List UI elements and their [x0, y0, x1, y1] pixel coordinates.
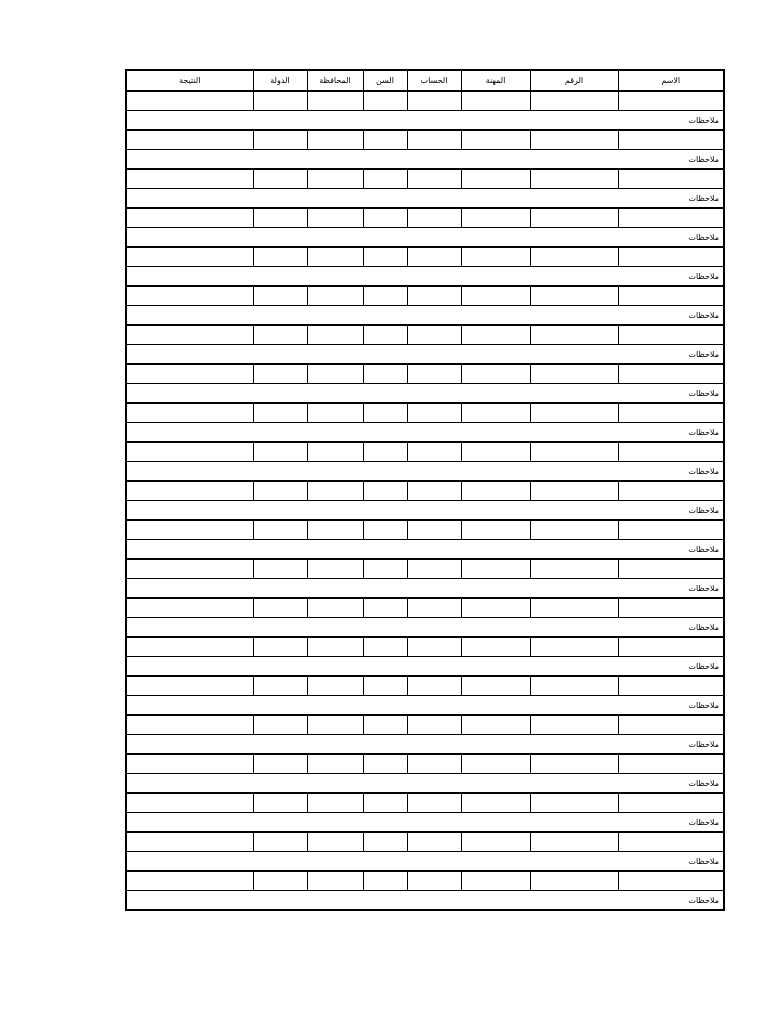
cell-account[interactable] — [407, 325, 461, 345]
cell-country[interactable] — [253, 637, 307, 657]
notes-row — [126, 813, 724, 833]
header-account: الحساب — [407, 70, 461, 91]
notes-label: ملاحظات — [688, 700, 719, 710]
notes-row — [126, 579, 724, 599]
cell-result[interactable] — [126, 247, 253, 267]
cell-age[interactable] — [363, 832, 407, 852]
record-row — [126, 637, 724, 657]
notes-label: ملاحظات — [688, 856, 719, 866]
cell-result[interactable] — [126, 208, 253, 228]
header-name: الاسم — [618, 70, 724, 91]
cell-name[interactable] — [618, 598, 724, 618]
cell-number[interactable] — [530, 91, 618, 111]
cell-country[interactable] — [253, 481, 307, 501]
notes-cell[interactable] — [126, 189, 724, 209]
record-row — [126, 559, 724, 579]
cell-profession[interactable] — [461, 598, 530, 618]
cell-age[interactable] — [363, 325, 407, 345]
cell-account[interactable] — [407, 754, 461, 774]
cell-name[interactable] — [618, 520, 724, 540]
cell-account[interactable] — [407, 91, 461, 111]
cell-profession[interactable] — [461, 637, 530, 657]
cell-number[interactable] — [530, 247, 618, 267]
cell-governorate[interactable] — [307, 403, 363, 423]
cell-profession[interactable] — [461, 520, 530, 540]
cell-name[interactable] — [618, 442, 724, 462]
cell-result[interactable] — [126, 754, 253, 774]
notes-label: ملاحظات — [688, 817, 719, 827]
cell-result[interactable] — [126, 520, 253, 540]
notes-cell[interactable] — [126, 540, 724, 560]
notes-label: ملاحظات — [688, 310, 719, 320]
cell-account[interactable] — [407, 871, 461, 891]
cell-account[interactable] — [407, 364, 461, 384]
notes-label: ملاحظات — [688, 427, 719, 437]
cell-country[interactable] — [253, 130, 307, 150]
records-table — [125, 69, 725, 911]
cell-age[interactable] — [363, 871, 407, 891]
cell-result[interactable] — [126, 559, 253, 579]
notes-cell[interactable] — [126, 813, 724, 833]
cell-result[interactable] — [126, 832, 253, 852]
cell-account[interactable] — [407, 247, 461, 267]
cell-profession[interactable] — [461, 403, 530, 423]
header-number: الرقم — [530, 70, 618, 91]
notes-label: ملاحظات — [688, 544, 719, 554]
notes-cell[interactable] — [126, 228, 724, 248]
cell-governorate[interactable] — [307, 364, 363, 384]
notes-row — [126, 657, 724, 677]
notes-row — [126, 618, 724, 638]
cell-number[interactable] — [530, 871, 618, 891]
cell-result[interactable] — [126, 91, 253, 111]
cell-country[interactable] — [253, 871, 307, 891]
notes-cell[interactable] — [126, 852, 724, 872]
cell-governorate[interactable] — [307, 286, 363, 306]
record-row — [126, 169, 724, 189]
notes-cell[interactable] — [126, 618, 724, 638]
cell-name[interactable] — [618, 832, 724, 852]
cell-account[interactable] — [407, 715, 461, 735]
cell-account[interactable] — [407, 793, 461, 813]
notes-label: ملاحظات — [688, 778, 719, 788]
record-row — [126, 442, 724, 462]
notes-cell[interactable] — [126, 423, 724, 443]
cell-name[interactable] — [618, 481, 724, 501]
notes-row — [126, 696, 724, 716]
notes-row — [126, 735, 724, 755]
notes-label: ملاحظات — [688, 739, 719, 749]
cell-country[interactable] — [253, 208, 307, 228]
notes-row — [126, 774, 724, 794]
cell-account[interactable] — [407, 832, 461, 852]
cell-result[interactable] — [126, 793, 253, 813]
cell-number[interactable] — [530, 286, 618, 306]
header-profession: المهنة — [461, 70, 530, 91]
cell-profession[interactable] — [461, 208, 530, 228]
cell-profession[interactable] — [461, 325, 530, 345]
record-row — [126, 832, 724, 852]
cell-result[interactable] — [126, 481, 253, 501]
record-row — [126, 754, 724, 774]
notes-row — [126, 384, 724, 404]
cell-result[interactable] — [126, 286, 253, 306]
notes-cell[interactable] — [126, 735, 724, 755]
record-form-sheet — [125, 69, 723, 911]
notes-cell[interactable] — [126, 462, 724, 482]
notes-label: ملاحظات — [688, 622, 719, 632]
notes-cell[interactable] — [126, 657, 724, 677]
cell-number[interactable] — [530, 832, 618, 852]
notes-label: ملاحظات — [688, 583, 719, 593]
cell-account[interactable] — [407, 637, 461, 657]
cell-account[interactable] — [407, 676, 461, 696]
notes-cell[interactable] — [126, 150, 724, 170]
cell-profession[interactable] — [461, 559, 530, 579]
notes-cell[interactable] — [126, 579, 724, 599]
cell-result[interactable] — [126, 871, 253, 891]
cell-age[interactable] — [363, 91, 407, 111]
notes-row — [126, 501, 724, 521]
cell-governorate[interactable] — [307, 754, 363, 774]
cell-result[interactable] — [126, 715, 253, 735]
cell-profession[interactable] — [461, 286, 530, 306]
cell-number[interactable] — [530, 520, 618, 540]
cell-result[interactable] — [126, 130, 253, 150]
notes-row — [126, 462, 724, 482]
cell-number[interactable] — [530, 715, 618, 735]
cell-age[interactable] — [363, 403, 407, 423]
cell-account[interactable] — [407, 286, 461, 306]
cell-country[interactable] — [253, 676, 307, 696]
notes-row — [126, 540, 724, 560]
notes-cell[interactable] — [126, 891, 724, 911]
cell-age[interactable] — [363, 481, 407, 501]
cell-profession[interactable] — [461, 715, 530, 735]
cell-number[interactable] — [530, 793, 618, 813]
cell-name[interactable] — [618, 754, 724, 774]
record-row — [126, 286, 724, 306]
notes-row — [126, 891, 724, 911]
cell-name[interactable] — [618, 793, 724, 813]
record-row — [126, 403, 724, 423]
notes-row — [126, 111, 724, 131]
record-row — [126, 325, 724, 345]
cell-age[interactable] — [363, 169, 407, 189]
cell-governorate[interactable] — [307, 247, 363, 267]
notes-row — [126, 228, 724, 248]
cell-name[interactable] — [618, 559, 724, 579]
record-row — [126, 130, 724, 150]
cell-governorate[interactable] — [307, 676, 363, 696]
notes-label: ملاحظات — [688, 193, 719, 203]
cell-profession[interactable] — [461, 130, 530, 150]
cell-number[interactable] — [530, 754, 618, 774]
cell-governorate[interactable] — [307, 793, 363, 813]
cell-number[interactable] — [530, 481, 618, 501]
notes-row — [126, 345, 724, 365]
cell-number[interactable] — [530, 208, 618, 228]
cell-governorate[interactable] — [307, 871, 363, 891]
cell-country[interactable] — [253, 247, 307, 267]
notes-row — [126, 267, 724, 287]
cell-account[interactable] — [407, 598, 461, 618]
record-row — [126, 208, 724, 228]
notes-cell[interactable] — [126, 384, 724, 404]
header-country: الدولة — [253, 70, 307, 91]
notes-row — [126, 306, 724, 326]
cell-number[interactable] — [530, 364, 618, 384]
header-age: السن — [363, 70, 407, 91]
cell-result[interactable] — [126, 598, 253, 618]
notes-label: ملاحظات — [688, 895, 719, 905]
cell-governorate[interactable] — [307, 208, 363, 228]
cell-age[interactable] — [363, 442, 407, 462]
cell-profession[interactable] — [461, 247, 530, 267]
cell-account[interactable] — [407, 208, 461, 228]
cell-age[interactable] — [363, 520, 407, 540]
cell-profession[interactable] — [461, 91, 530, 111]
cell-country[interactable] — [253, 403, 307, 423]
cell-governorate[interactable] — [307, 481, 363, 501]
notes-row — [126, 852, 724, 872]
cell-country[interactable] — [253, 559, 307, 579]
cell-governorate[interactable] — [307, 637, 363, 657]
record-row — [126, 715, 724, 735]
notes-label: ملاحظات — [688, 154, 719, 164]
cell-age[interactable] — [363, 130, 407, 150]
cell-account[interactable] — [407, 130, 461, 150]
cell-age[interactable] — [363, 598, 407, 618]
cell-age[interactable] — [363, 559, 407, 579]
cell-country[interactable] — [253, 754, 307, 774]
cell-account[interactable] — [407, 520, 461, 540]
cell-account[interactable] — [407, 403, 461, 423]
cell-number[interactable] — [530, 130, 618, 150]
cell-country[interactable] — [253, 364, 307, 384]
cell-governorate[interactable] — [307, 91, 363, 111]
notes-label: ملاحظات — [688, 661, 719, 671]
cell-name[interactable] — [618, 286, 724, 306]
notes-cell[interactable] — [126, 345, 724, 365]
record-row — [126, 520, 724, 540]
notes-cell[interactable] — [126, 267, 724, 287]
cell-profession[interactable] — [461, 364, 530, 384]
cell-profession[interactable] — [461, 793, 530, 813]
cell-number[interactable] — [530, 637, 618, 657]
cell-governorate[interactable] — [307, 520, 363, 540]
cell-name[interactable] — [618, 247, 724, 267]
cell-age[interactable] — [363, 247, 407, 267]
notes-label: ملاحظات — [688, 388, 719, 398]
cell-profession[interactable] — [461, 754, 530, 774]
cell-number[interactable] — [530, 325, 618, 345]
cell-name[interactable] — [618, 325, 724, 345]
record-row — [126, 247, 724, 267]
cell-age[interactable] — [363, 715, 407, 735]
header-governorate: المحافظة — [307, 70, 363, 91]
record-row — [126, 676, 724, 696]
cell-governorate[interactable] — [307, 169, 363, 189]
notes-row — [126, 189, 724, 209]
cell-account[interactable] — [407, 442, 461, 462]
notes-cell[interactable] — [126, 111, 724, 131]
notes-label: ملاحظات — [688, 349, 719, 359]
cell-result[interactable] — [126, 676, 253, 696]
cell-age[interactable] — [363, 676, 407, 696]
record-row — [126, 871, 724, 891]
cell-name[interactable] — [618, 91, 724, 111]
notes-cell[interactable] — [126, 306, 724, 326]
cell-result[interactable] — [126, 325, 253, 345]
notes-cell[interactable] — [126, 774, 724, 794]
cell-country[interactable] — [253, 169, 307, 189]
record-row — [126, 91, 724, 111]
cell-country[interactable] — [253, 715, 307, 735]
cell-country[interactable] — [253, 325, 307, 345]
cell-name[interactable] — [618, 364, 724, 384]
cell-country[interactable] — [253, 793, 307, 813]
cell-age[interactable] — [363, 754, 407, 774]
cell-profession[interactable] — [461, 169, 530, 189]
record-row — [126, 598, 724, 618]
cell-governorate[interactable] — [307, 598, 363, 618]
cell-number[interactable] — [530, 169, 618, 189]
cell-governorate[interactable] — [307, 442, 363, 462]
cell-governorate[interactable] — [307, 325, 363, 345]
cell-name[interactable] — [618, 871, 724, 891]
cell-result[interactable] — [126, 442, 253, 462]
cell-governorate[interactable] — [307, 130, 363, 150]
records-body — [126, 91, 724, 910]
cell-governorate[interactable] — [307, 559, 363, 579]
cell-age[interactable] — [363, 208, 407, 228]
notes-cell[interactable] — [126, 501, 724, 521]
cell-name[interactable] — [618, 130, 724, 150]
cell-age[interactable] — [363, 637, 407, 657]
notes-label: ملاحظات — [688, 232, 719, 242]
cell-governorate[interactable] — [307, 715, 363, 735]
cell-profession[interactable] — [461, 832, 530, 852]
record-row — [126, 364, 724, 384]
cell-country[interactable] — [253, 832, 307, 852]
cell-result[interactable] — [126, 637, 253, 657]
cell-result[interactable] — [126, 403, 253, 423]
cell-profession[interactable] — [461, 676, 530, 696]
header-result: النتيجة — [126, 70, 253, 91]
notes-cell[interactable] — [126, 696, 724, 716]
record-row — [126, 793, 724, 813]
cell-age[interactable] — [363, 793, 407, 813]
cell-name[interactable] — [618, 169, 724, 189]
cell-number[interactable] — [530, 598, 618, 618]
cell-country[interactable] — [253, 91, 307, 111]
cell-name[interactable] — [618, 208, 724, 228]
record-row — [126, 481, 724, 501]
cell-result[interactable] — [126, 169, 253, 189]
notes-row — [126, 150, 724, 170]
cell-age[interactable] — [363, 286, 407, 306]
cell-result[interactable] — [126, 364, 253, 384]
notes-label: ملاحظات — [688, 115, 719, 125]
cell-profession[interactable] — [461, 481, 530, 501]
cell-account[interactable] — [407, 169, 461, 189]
cell-name[interactable] — [618, 637, 724, 657]
notes-label: ملاحظات — [688, 505, 719, 515]
cell-governorate[interactable] — [307, 832, 363, 852]
cell-country[interactable] — [253, 520, 307, 540]
cell-name[interactable] — [618, 403, 724, 423]
cell-number[interactable] — [530, 442, 618, 462]
header-row — [126, 70, 724, 91]
notes-label: ملاحظات — [688, 466, 719, 476]
cell-age[interactable] — [363, 364, 407, 384]
cell-name[interactable] — [618, 715, 724, 735]
cell-country[interactable] — [253, 598, 307, 618]
cell-number[interactable] — [530, 559, 618, 579]
cell-number[interactable] — [530, 676, 618, 696]
cell-country[interactable] — [253, 286, 307, 306]
cell-country[interactable] — [253, 442, 307, 462]
cell-profession[interactable] — [461, 871, 530, 891]
cell-number[interactable] — [530, 403, 618, 423]
notes-label: ملاحظات — [688, 271, 719, 281]
cell-name[interactable] — [618, 676, 724, 696]
cell-profession[interactable] — [461, 442, 530, 462]
notes-row — [126, 423, 724, 443]
cell-account[interactable] — [407, 481, 461, 501]
cell-account[interactable] — [407, 559, 461, 579]
